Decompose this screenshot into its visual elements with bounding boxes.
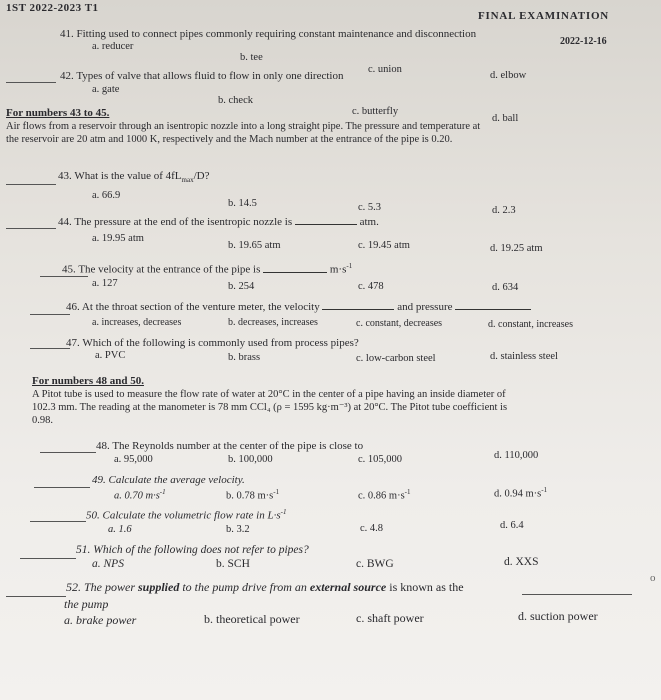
option-b: b. SCH	[216, 558, 250, 570]
question-48: 48. The Reynolds number at the center of the pipe is close to	[96, 440, 364, 452]
exam-date: 2022-12-16	[560, 36, 607, 47]
question-52-line2: the pump	[64, 597, 109, 611]
option-b: b. 100,000	[228, 454, 273, 465]
option-d: d. 0.94 $m\cdot s^{-1}$	[494, 486, 548, 500]
option-b: b. 14.5	[228, 198, 257, 209]
option-b: b. brass	[228, 352, 261, 363]
option-d: d. ball	[492, 113, 519, 124]
option-d: d. 2.3	[492, 205, 516, 216]
option-d: d. 6.4	[500, 520, 524, 531]
option-d: d. elbow	[490, 70, 527, 81]
answer-line	[30, 521, 86, 522]
answer-line	[40, 276, 88, 277]
option-a: a. brake power	[64, 613, 137, 627]
option-d: d. stainless steel	[490, 351, 558, 362]
option-b: b. decreases, increases	[228, 317, 318, 328]
answer-line	[34, 487, 90, 488]
question-50: 50. Calculate the volumetric flow rate in $L\cdot s^{-1}$	[86, 508, 287, 522]
option-d: d. constant, increases	[488, 319, 573, 330]
option-d: d. 19.25 atm	[490, 243, 543, 254]
question-42	[60, 70, 343, 82]
answer-line	[40, 452, 96, 453]
exam-term-label: 1ST 2022-2023 T1	[6, 2, 99, 14]
option-b: b. theoretical power	[204, 612, 300, 626]
option-c: c. low-carbon steel	[356, 353, 436, 364]
option-c: c. 5.3	[358, 202, 382, 213]
option-d: d. 634	[492, 282, 519, 293]
option-a: a. increases, decreases	[92, 317, 182, 328]
answer-blank	[263, 272, 327, 273]
answer-blank	[295, 224, 357, 225]
option-a: a. reducer	[92, 41, 134, 52]
option-b: b. check	[218, 95, 253, 106]
answer-line	[6, 184, 56, 185]
option-b: b. tee	[240, 52, 263, 63]
option-a: a. 95,000	[114, 454, 153, 465]
option-a: a. PVC	[95, 350, 126, 361]
question-text: Types of valve that allows fluid to flow in only one direction	[76, 70, 344, 82]
answer-line	[30, 314, 70, 315]
question-44: 44. The pressure at the end of the isentropic nozzle is atm.	[58, 216, 379, 228]
option-d: d. XXS	[504, 556, 539, 568]
section-heading: For numbers 48 and 50.	[32, 375, 144, 387]
question-number: 42.	[60, 70, 74, 82]
option-a: a. 66.9	[92, 190, 121, 201]
answer-line	[6, 228, 56, 229]
exam-title: FINAL EXAMINATION	[478, 10, 610, 22]
question-number: 41.	[60, 28, 74, 40]
section-heading: For numbers 43 to 45.	[6, 107, 110, 119]
answer-line	[6, 596, 66, 597]
margin-mark: o	[650, 572, 656, 584]
option-c: c. 105,000	[358, 454, 403, 465]
section-paragraph: Air flows from a reservoir through an isentropic nozzle into a long straight pipe. The pressure and temperature at the reservoir are 20 atm and 1000 K, respectively and the Mach number at the entrance of the pipe is 0.20.	[6, 121, 481, 145]
question-47: 47. Which of the following is commonly used from process pipes?	[66, 337, 359, 349]
option-d: d. suction power	[518, 609, 598, 623]
option-c: c. butterfly	[352, 106, 399, 117]
option-a: a. gate	[92, 84, 120, 95]
answer-blank	[455, 309, 531, 310]
question-41	[60, 28, 476, 40]
option-a: a. 0.70 $m\cdot s^{-1}$	[114, 488, 166, 502]
question-text: Fitting used to connect pipes commonly requiring constant maintenance and disconnection	[76, 28, 477, 40]
option-d: d. 110,000	[494, 450, 539, 461]
answer-line	[30, 348, 70, 349]
answer-blank	[522, 594, 632, 595]
option-a: a. 1.6	[108, 524, 132, 535]
option-a: a. 19.95 atm	[92, 233, 144, 244]
answer-line	[6, 82, 56, 83]
option-c: c. 19.45 atm	[358, 240, 410, 251]
section-paragraph: A Pitot tube is used to measure the flow rate of water at 20°C in the center of a pipe having an inside diameter of 102.3 mm. The reading at the manometer is 78 mm CCl₄ (ρ = 1595 kg·m⁻³) at 20°C. The Pitot tube coefficient is 0.98.	[32, 389, 508, 426]
option-b: b. 3.2	[226, 524, 250, 535]
option-b: b. 254	[228, 281, 255, 292]
answer-blank	[322, 309, 394, 310]
option-c: c. BWG	[356, 558, 394, 570]
option-b: b. 0.78 $m\cdot s^{-1}$	[226, 488, 280, 502]
option-b: b. 19.65 atm	[228, 240, 281, 251]
question-52: 52. The power supplied to the pump drive from an external source is known as the	[66, 580, 464, 594]
option-a: a. 127	[92, 278, 118, 289]
question-51: 51. Which of the following does not refer to pipes?	[76, 544, 309, 556]
option-c: c. shaft power	[356, 611, 424, 625]
option-a: a. NPS	[92, 558, 124, 570]
answer-line	[20, 558, 76, 559]
question-45: 45. The velocity at the entrance of the pipe is $m\cdot s^{-1}$	[62, 262, 353, 276]
question-49: 49. Calculate the average velocity.	[92, 474, 245, 486]
option-c: c. 0.86 $m\cdot s^{-1}$	[358, 488, 411, 502]
option-c: c. 478	[358, 281, 384, 292]
question-46: 46. At the throat section of the venture meter, the velocity and pressure	[66, 301, 531, 313]
option-c: c. constant, decreases	[356, 318, 443, 329]
question-43: 43. What is the value of $4fL_{max}/D$?	[58, 170, 210, 185]
option-c: c. 4.8	[360, 523, 384, 534]
option-c: c. union	[368, 64, 402, 75]
